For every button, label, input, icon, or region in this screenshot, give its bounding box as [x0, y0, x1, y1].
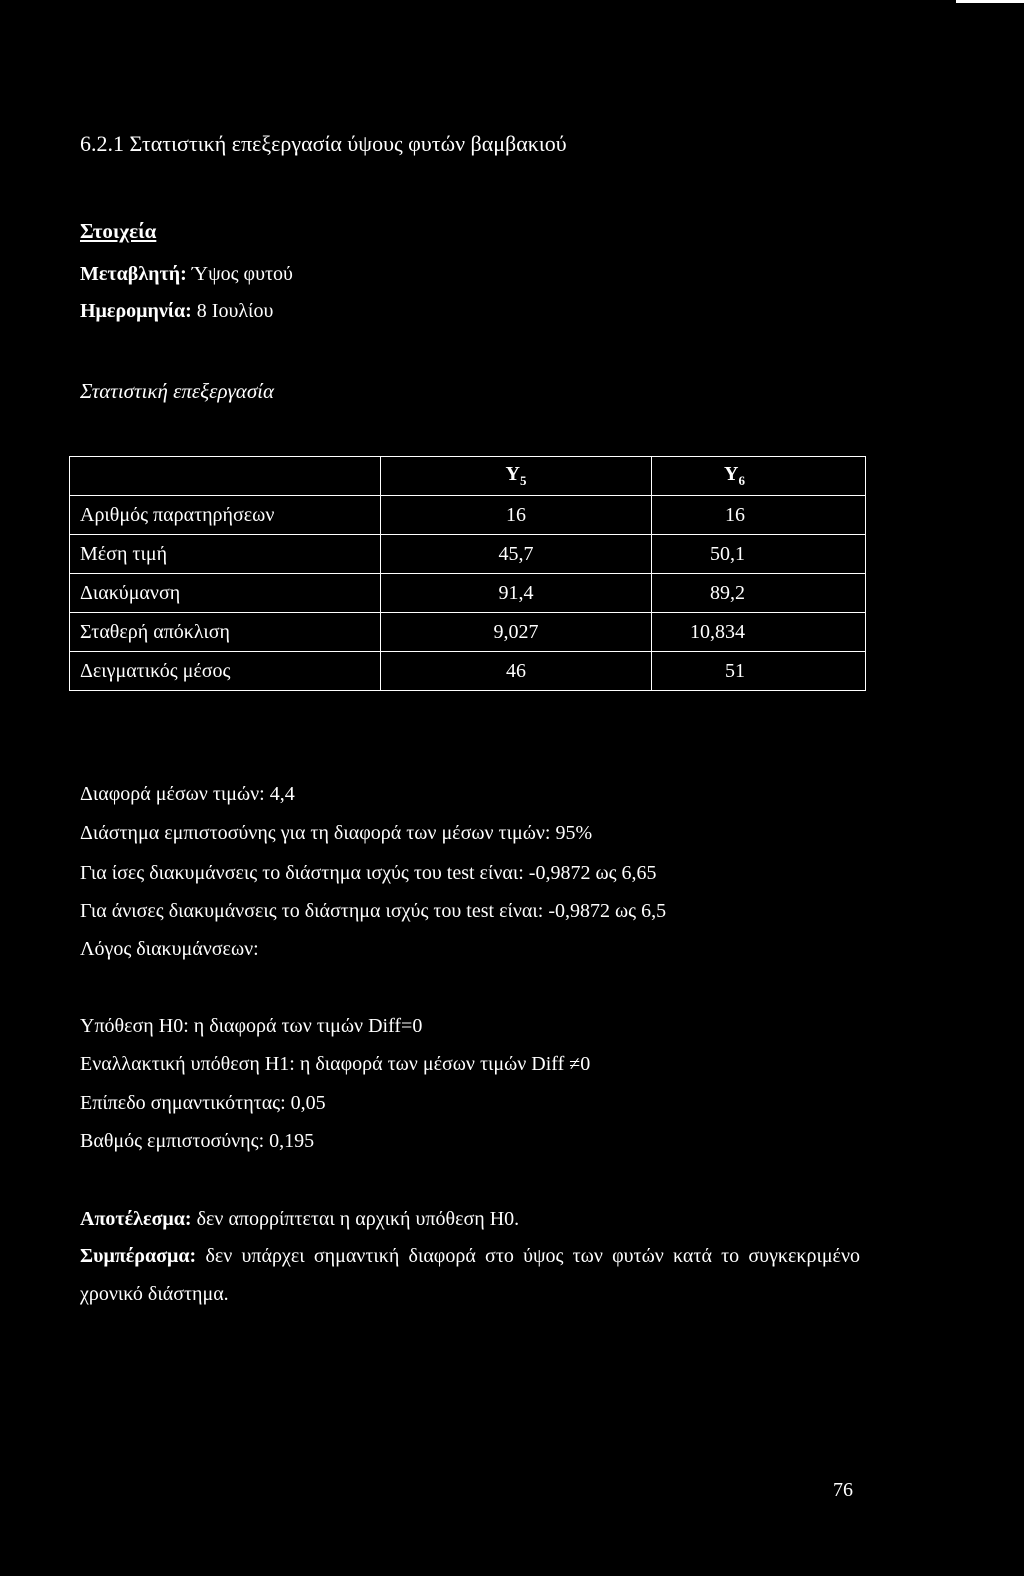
- row-label: Σταθερή απόκλιση: [70, 613, 381, 652]
- cell-y5: 46: [381, 652, 652, 691]
- table-row: [70, 574, 866, 613]
- row-label: Μέση τιμή: [70, 535, 381, 574]
- table-row: [70, 652, 866, 691]
- cell-y6: 16: [652, 496, 866, 535]
- section-heading: 6.2.1 Στατιστική επεξεργασία ύψους φυτών βαμβακιού: [80, 131, 567, 156]
- row-label: Δειγματικός μέσος: [70, 652, 381, 691]
- stats-table: [69, 456, 866, 691]
- top-rule: [956, 0, 1024, 3]
- cell-y5: 16: [381, 496, 652, 535]
- table-header-y6: $Y_6$: [652, 457, 866, 496]
- variable-value: Ύψος φυτού: [191, 263, 293, 285]
- variable-label: Μεταβλητή:: [80, 263, 187, 285]
- row-label: Αριθμός παρατηρήσεων: [70, 496, 381, 535]
- cell-y5: 91,4: [381, 574, 652, 613]
- summary-label: Συμπέρασμα:: [80, 1245, 197, 1267]
- equal-variance-interval: Για ίσες διακυμάνσεις το διάστημα ισχύς του test είναι: -0,9872 ως 6,65: [80, 862, 657, 884]
- table-row: [70, 496, 866, 535]
- cell-y5: 45,7: [381, 535, 652, 574]
- table-header-row: [70, 457, 866, 496]
- significance-level: Επίπεδο σημαντικότητας: 0,05: [80, 1092, 326, 1114]
- table-row: [70, 613, 866, 652]
- data-section-title: Στοιχεία: [80, 219, 157, 243]
- confidence-degree: Βαθμός εμπιστοσύνης: 0,195: [80, 1130, 315, 1152]
- null-hypothesis: Υπόθεση H0: η διαφορά των τιμών Diff=0: [80, 1015, 423, 1037]
- stats-section-title: Στατιστική επεξεργασία: [80, 379, 275, 403]
- result-label: Αποτέλεσμα:: [80, 1208, 192, 1230]
- result-text: δεν απορρίπτεται η αρχική υπόθεση H0.: [196, 1208, 520, 1230]
- table-row: [70, 535, 866, 574]
- result-line: [80, 1208, 519, 1231]
- table-header-empty: [70, 457, 381, 496]
- variable-line: [80, 263, 293, 286]
- mean-difference: Διαφορά μέσων τιμών: 4,4: [80, 783, 295, 805]
- date-value: 8 Ιουλίου: [196, 300, 274, 322]
- alternative-hypothesis: Εναλλακτική υπόθεση H1: η διαφορά των μέσων τιμών Diff ≠0: [80, 1053, 591, 1075]
- row-label: Διακύμανση: [70, 574, 381, 613]
- table-header-y5: $Y_5$: [381, 457, 652, 496]
- variance-ratio: Λόγος διακυμάνσεων:: [80, 938, 259, 960]
- date-line: [80, 300, 273, 323]
- cell-y6: 89,2: [652, 574, 866, 613]
- unequal-variance-interval: Για άνισες διακυμάνσεις το διάστημα ισχύς του test είναι: -0,9872 ως 6,5: [80, 900, 667, 922]
- summary-paragraph: [80, 1237, 860, 1313]
- cell-y6: 50,1: [652, 535, 866, 574]
- page-number: 76: [833, 1479, 853, 1501]
- summary-text: δεν υπάρχει σημαντική διαφορά στο ύψος των φυτών κατά το συγκεκριμένο χρονικό διάστημα.: [80, 1245, 861, 1305]
- cell-y5: 9,027: [381, 613, 652, 652]
- confidence-interval: Διάστημα εμπιστοσύνης για τη διαφορά των μέσων τιμών: 95%: [80, 822, 593, 844]
- cell-y6: 51: [652, 652, 866, 691]
- date-label: Ημερομηνία:: [80, 300, 192, 322]
- cell-y6: 10,834: [652, 613, 866, 652]
